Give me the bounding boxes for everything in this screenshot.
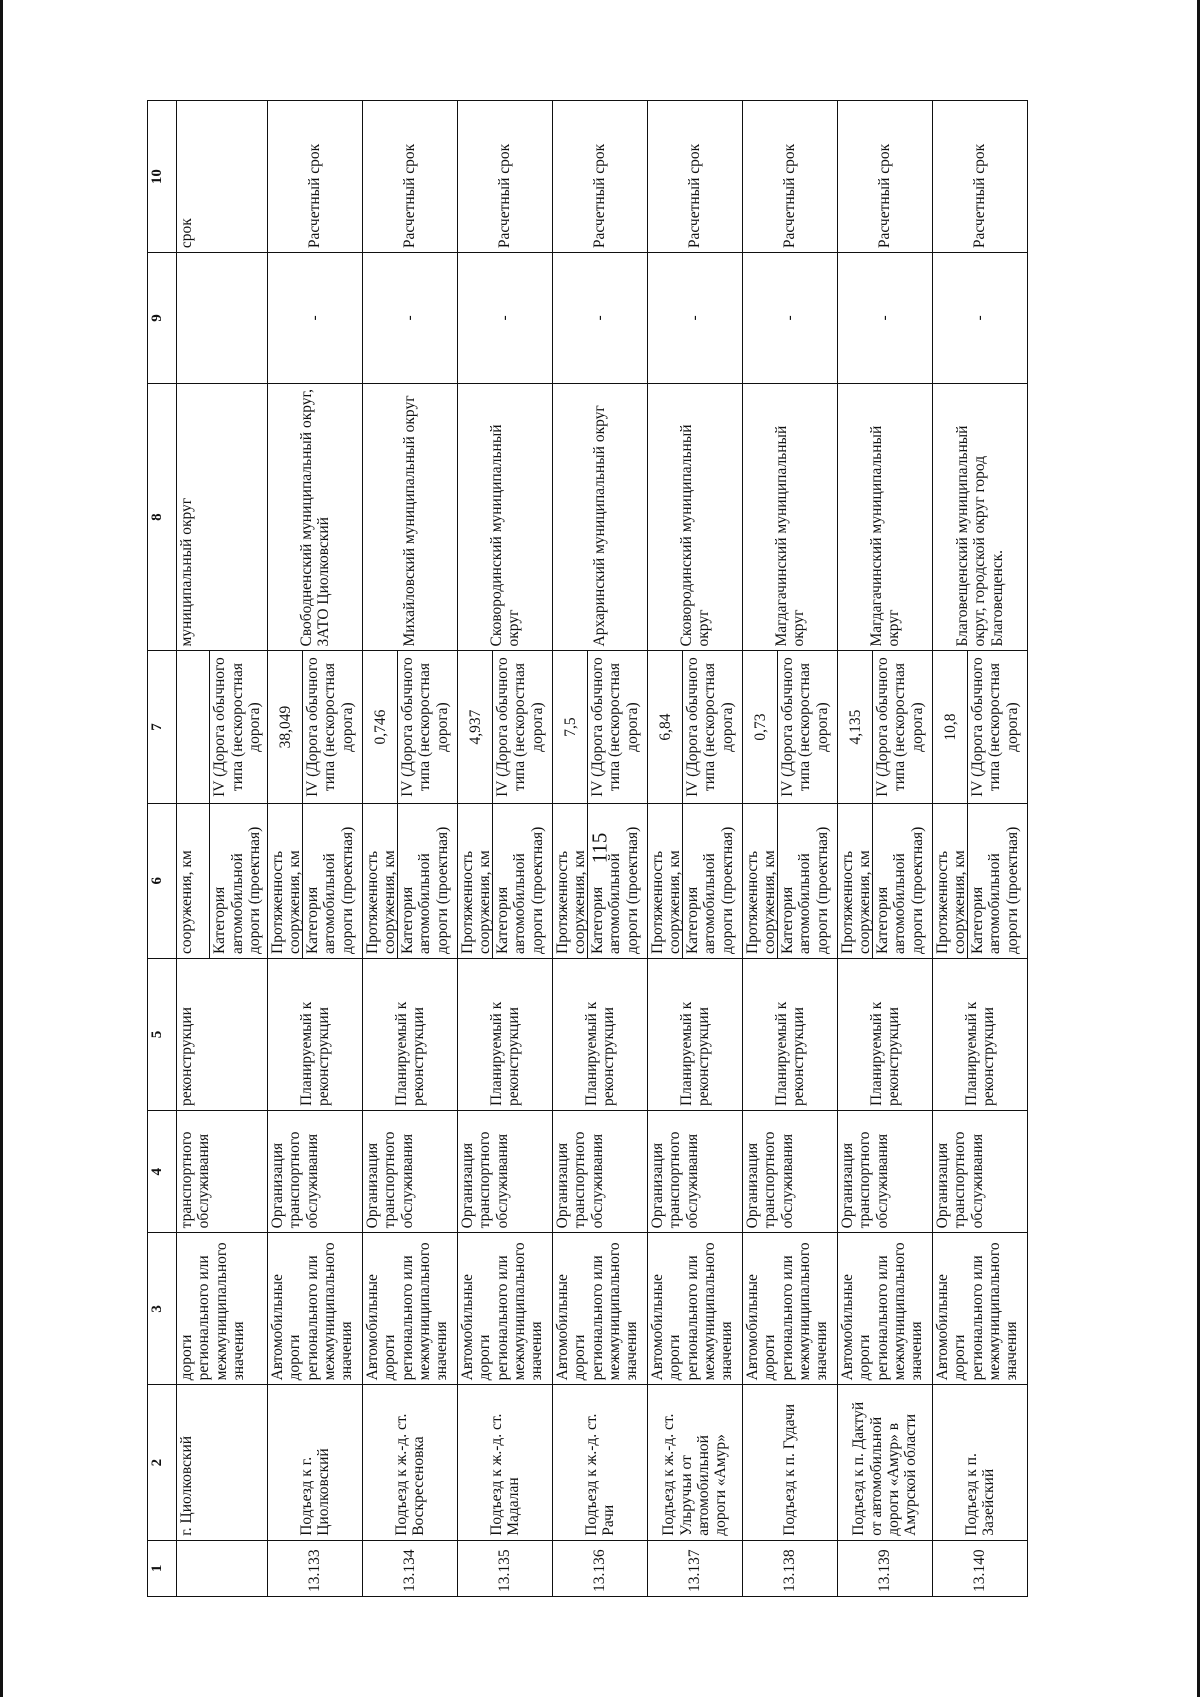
object-term: Расчетный срок	[648, 101, 743, 253]
table-row	[268, 101, 363, 1597]
param-length-label: Протяженность сооружения, км	[839, 850, 874, 954]
param-length-label: Протяженность сооружения, км	[934, 850, 969, 954]
object-type: Автомобильные дороги регионального или межмуниципального значения	[268, 1233, 363, 1385]
object-purpose: Организация транспортного обслуживания	[648, 1111, 743, 1233]
object-params	[268, 803, 363, 958]
object-purpose: Организация транспортного обслуживания	[933, 1111, 1028, 1233]
object-values	[648, 651, 743, 803]
param-length-value	[177, 652, 211, 803]
table-row-continued	[177, 101, 268, 1597]
row-number: 13.139	[838, 1540, 933, 1596]
object-values	[177, 651, 268, 803]
object-values	[743, 651, 838, 803]
object-location: муниципальный округ	[177, 383, 268, 651]
object-params	[933, 803, 1028, 958]
object-values	[458, 651, 553, 803]
object-location: Благовещенский муниципальный округ, городской округ город Благовещенск.	[933, 383, 1028, 651]
object-status: Планируемый к реконструкции	[933, 958, 1028, 1110]
param-category-value: IV (Дорога обычного типа (нескоростная дорога)	[302, 652, 362, 803]
param-category-value: IV (Дорога обычного типа (нескоростная дорога)	[587, 652, 647, 803]
object-zone: -	[553, 253, 648, 384]
object-purpose: Организация транспортного обслуживания	[458, 1111, 553, 1233]
param-category-value: IV (Дорога обычного типа (нескоростная дорога)	[397, 652, 457, 803]
row-number: 13.133	[268, 1540, 363, 1596]
object-params	[743, 803, 838, 958]
table-row	[933, 101, 1028, 1597]
object-values	[838, 651, 933, 803]
param-length-label: Протяженность сооружения, км	[269, 850, 304, 954]
col-header: 2	[148, 1385, 177, 1540]
param-category-label: Категория автомобильной дороги (проектная)	[777, 804, 837, 958]
page-edge-left	[0, 0, 3, 1697]
object-location: Архаринский муниципальный округ	[553, 383, 648, 651]
object-values	[933, 651, 1028, 803]
object-term: Расчетный срок	[553, 101, 648, 253]
row-number: 13.136	[553, 1540, 648, 1596]
object-params	[838, 803, 933, 958]
object-params	[553, 803, 648, 958]
table-row	[553, 101, 648, 1597]
object-type: Автомобильные дороги регионального или межмуниципального значения	[743, 1233, 838, 1385]
object-status: Планируемый к реконструкции	[838, 958, 933, 1110]
param-category-label: Категория автомобильной дороги (проектная)	[872, 804, 932, 958]
object-zone: -	[933, 253, 1028, 384]
param-length-value: 7,5	[562, 717, 580, 737]
param-length-value: 6,84	[657, 713, 675, 741]
object-purpose: Организация транспортного обслуживания	[553, 1111, 648, 1233]
object-params	[363, 803, 458, 958]
page-number: 115	[587, 832, 612, 864]
param-category-value: IV (Дорога обычного типа (нескоростная дорога)	[209, 652, 267, 803]
object-type: Автомобильные дороги регионального или межмуниципального значения	[458, 1233, 553, 1385]
param-category-value: IV (Дорога обычного типа (нескоростная дорога)	[492, 652, 552, 803]
object-status: Планируемый к реконструкции	[648, 958, 743, 1110]
object-status: Планируемый к реконструкции	[458, 958, 553, 1110]
col-header: 1	[148, 1540, 177, 1596]
row-number	[177, 1540, 268, 1596]
col-header: 9	[148, 253, 177, 384]
object-params	[648, 803, 743, 958]
param-length-value: 38,049	[277, 705, 295, 749]
object-location: Сковородинский муниципальный округ	[458, 383, 553, 651]
param-category-label: Категория автомобильной дороги (проектная)	[397, 804, 457, 958]
param-category-label: Категория автомобильной дороги (проектная)	[967, 804, 1027, 958]
object-purpose: Организация транспортного обслуживания	[363, 1111, 458, 1233]
object-type: Автомобильные дороги регионального или межмуниципального значения	[553, 1233, 648, 1385]
object-location: Магдагачинский муниципальный округ	[838, 383, 933, 651]
object-params	[177, 803, 268, 958]
col-header: 10	[148, 101, 177, 253]
header-row	[148, 101, 177, 1597]
object-purpose: Организация транспортного обслуживания	[838, 1111, 933, 1233]
object-type: Автомобильные дороги регионального или межмуниципального значения	[363, 1233, 458, 1385]
object-type: Автомобильные дороги регионального или межмуниципального значения	[648, 1233, 743, 1385]
param-category-value: IV (Дорога обычного типа (нескоростная дорога)	[777, 652, 837, 803]
param-category-value: IV (Дорога обычного типа (нескоростная дорога)	[872, 652, 932, 803]
object-term: Расчетный срок	[458, 101, 553, 253]
object-values	[553, 651, 648, 803]
planned-objects-table	[147, 100, 1028, 1597]
row-number: 13.138	[743, 1540, 838, 1596]
object-name: Подъезд к п. Дактуй от автомобильной дороги «Амур» в Амурской области	[838, 1385, 933, 1540]
object-location: Сковородинский муниципальный округ	[648, 383, 743, 651]
row-number: 13.134	[363, 1540, 458, 1596]
object-purpose: Организация транспортного обслуживания	[268, 1111, 363, 1233]
object-term: Расчетный срок	[743, 101, 838, 253]
table-row	[363, 101, 458, 1597]
object-name: Подъезд к ж.-д. ст. Мадалан	[458, 1385, 553, 1540]
object-purpose: Организация транспортного обслуживания	[743, 1111, 838, 1233]
param-category-label: Категория автомобильной дороги (проектная)	[302, 804, 362, 958]
object-zone: -	[363, 253, 458, 384]
object-name: Подъезд к п. Зазейский	[933, 1385, 1028, 1540]
object-name: Подъезд к г. Циолковский	[268, 1385, 363, 1540]
object-zone	[177, 253, 268, 384]
param-length-label: Протяженность сооружения, км	[744, 850, 779, 954]
row-number: 13.135	[458, 1540, 553, 1596]
object-status: реконструкции	[177, 958, 268, 1110]
param-length-value: 4,135	[847, 709, 865, 745]
col-header: 8	[148, 383, 177, 651]
param-category-label: Категория автомобильной дороги (проектная)	[587, 804, 647, 958]
param-length-value: 10,8	[942, 713, 960, 741]
object-name: г. Циолковский	[177, 1385, 268, 1540]
param-category-value: IV (Дорога обычного типа (нескоростная дорога)	[682, 652, 742, 803]
object-type: дороги регионального или межмуниципального значения	[177, 1233, 268, 1385]
col-header: 5	[148, 958, 177, 1110]
param-length-label: Протяженность сооружения, км	[364, 850, 399, 954]
param-category-label: Категория автомобильной дороги (проектная)	[492, 804, 552, 958]
object-zone: -	[268, 253, 363, 384]
table-row	[458, 101, 553, 1597]
param-category-label: Категория автомобильной дороги (проектная)	[682, 804, 742, 958]
table-row	[648, 101, 743, 1597]
object-term: срок	[177, 101, 268, 253]
object-term: Расчетный срок	[933, 101, 1028, 253]
object-name: Подъезд к ж.-д. ст. Воскресеновка	[363, 1385, 458, 1540]
col-header: 7	[148, 651, 177, 803]
row-number: 13.137	[648, 1540, 743, 1596]
object-status: Планируемый к реконструкции	[743, 958, 838, 1110]
param-length-value: 4,937	[467, 709, 485, 745]
object-zone: -	[458, 253, 553, 384]
param-length-value: 0,73	[752, 713, 770, 741]
param-length-value: 0,746	[372, 709, 390, 745]
object-term: Расчетный срок	[363, 101, 458, 253]
col-header: 6	[148, 803, 177, 958]
object-term: Расчетный срок	[268, 101, 363, 253]
object-status: Планируемый к реконструкции	[268, 958, 363, 1110]
object-type: Автомобильные дороги регионального или межмуниципального значения	[933, 1233, 1028, 1385]
param-category-value: IV (Дорога обычного типа (нескоростная дорога)	[967, 652, 1027, 803]
col-header: 4	[148, 1111, 177, 1233]
object-purpose: транспортного обслуживания	[177, 1111, 268, 1233]
object-values	[363, 651, 458, 803]
param-length-label: Протяженность сооружения, км	[554, 850, 589, 954]
param-category-label: Категория автомобильной дороги (проектная)	[209, 804, 267, 958]
object-status: Планируемый к реконструкции	[553, 958, 648, 1110]
table-row	[743, 101, 838, 1597]
table-row	[838, 101, 933, 1597]
param-length-label: Протяженность сооружения, км	[649, 850, 684, 954]
object-zone: -	[838, 253, 933, 384]
object-location: Михайловский муниципальный округ	[363, 383, 458, 651]
row-number: 13.140	[933, 1540, 1028, 1596]
object-zone: -	[648, 253, 743, 384]
object-values	[268, 651, 363, 803]
col-header: 3	[148, 1233, 177, 1385]
rotated-table-wrapper	[147, 100, 1052, 1597]
object-type: Автомобильные дороги регионального или межмуниципального значения	[838, 1233, 933, 1385]
object-name: Подъезд к ж.-д. ст. Ульручьи от автомобильной дороги «Амур»	[648, 1385, 743, 1540]
param-length-label: сооружения, км	[178, 850, 195, 954]
param-length-label: Протяженность сооружения, км	[459, 850, 494, 954]
object-zone: -	[743, 253, 838, 384]
object-location: Магдагачинский муниципальный округ	[743, 383, 838, 651]
object-status: Планируемый к реконструкции	[363, 958, 458, 1110]
object-name: Подъезд к п. Гудачи	[743, 1385, 838, 1540]
object-params	[458, 803, 553, 958]
object-name: Подъезд к ж.-д. ст. Рачи	[553, 1385, 648, 1540]
object-term: Расчетный срок	[838, 101, 933, 253]
object-location: Свободненский муниципальный округ, ЗАТО Циолковский	[268, 383, 363, 651]
